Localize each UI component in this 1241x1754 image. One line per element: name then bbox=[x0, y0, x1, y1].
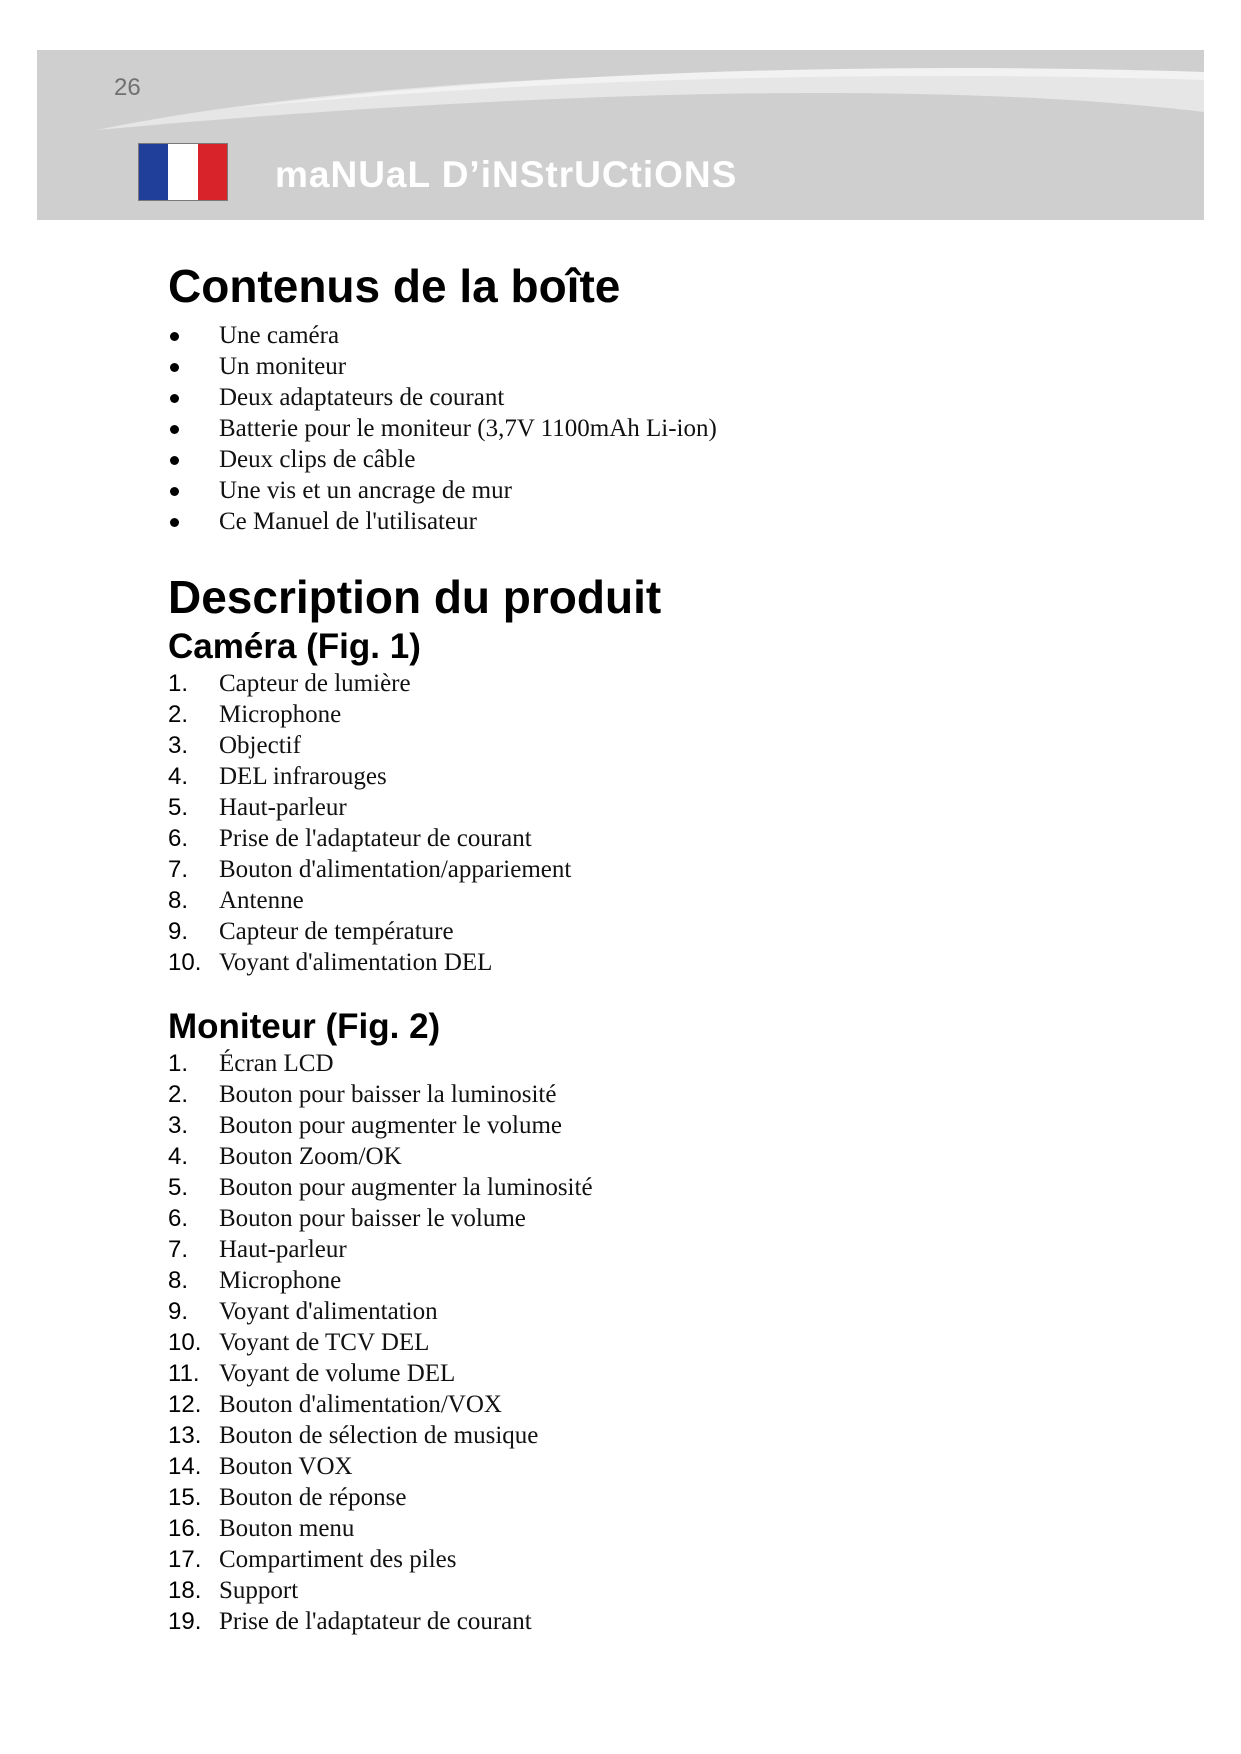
bullet-icon bbox=[170, 332, 179, 341]
bullet-icon bbox=[170, 394, 179, 403]
list-item: 5. Bouton pour augmenter la luminosité bbox=[168, 1174, 593, 1201]
list-item: 4. DEL infrarouges bbox=[168, 763, 387, 790]
list-item: 2. Bouton pour baisser la luminosité bbox=[168, 1081, 557, 1108]
list-item: 12. Bouton d'alimentation/VOX bbox=[168, 1391, 502, 1418]
manual-title: maNUaL D’iNStrUCtiONS bbox=[275, 154, 738, 195]
list-item: 5. Haut-parleur bbox=[168, 794, 347, 821]
list-item: 1. Écran LCD bbox=[168, 1050, 334, 1077]
bullet-icon bbox=[170, 487, 179, 496]
list-item: 10. Voyant de TCV DEL bbox=[168, 1329, 430, 1356]
list-item: 14. Bouton VOX bbox=[168, 1453, 353, 1480]
list-item: 2. Microphone bbox=[168, 701, 342, 728]
list-item: 7. Bouton d'alimentation/appariement bbox=[168, 856, 572, 883]
camera-heading: Caméra (Fig. 1) bbox=[168, 627, 421, 666]
monitor-heading: Moniteur (Fig. 2) bbox=[168, 1007, 441, 1046]
list-item: Batterie pour le moniteur (3,7V 1100mAh Li-ion) bbox=[168, 413, 1168, 444]
list-item: Une vis et un ancrage de mur bbox=[168, 475, 1168, 506]
list-item: 8. Antenne bbox=[168, 887, 304, 914]
list-item: 17. Compartiment des piles bbox=[168, 1546, 457, 1573]
list-item: Une caméra bbox=[168, 320, 1168, 351]
list-item: 11. Voyant de volume DEL bbox=[168, 1360, 456, 1387]
bullet-icon bbox=[170, 518, 179, 527]
bullet-icon bbox=[170, 363, 179, 372]
bullet-icon bbox=[170, 456, 179, 465]
list-item: 19. Prise de l'adaptateur de courant bbox=[168, 1608, 532, 1635]
french-flag-icon bbox=[138, 143, 228, 201]
bullet-icon bbox=[170, 425, 179, 434]
list-item: 3. Bouton pour augmenter le volume bbox=[168, 1112, 562, 1139]
box-contents-heading: Contenus de la boîte bbox=[168, 260, 621, 312]
list-item: Deux adaptateurs de courant bbox=[168, 382, 1168, 413]
list-item: 18. Support bbox=[168, 1577, 299, 1604]
camera-parts-list bbox=[168, 668, 1168, 978]
list-item: 3. Objectif bbox=[168, 732, 301, 759]
list-item: Un moniteur bbox=[168, 351, 1168, 382]
list-item: 6. Bouton pour baisser le volume bbox=[168, 1205, 526, 1232]
monitor-parts-list bbox=[168, 1048, 1168, 1637]
list-item: 9. Capteur de température bbox=[168, 918, 454, 945]
box-contents-list bbox=[168, 320, 1168, 537]
list-item: 15. Bouton de réponse bbox=[168, 1484, 407, 1511]
header-band bbox=[37, 50, 1204, 220]
product-description-heading: Description du produit bbox=[168, 570, 662, 623]
page-content bbox=[168, 258, 1168, 1637]
list-item: 10. Voyant d'alimentation DEL bbox=[168, 949, 493, 976]
page-number: 26 bbox=[114, 74, 141, 101]
list-item: 1. Capteur de lumière bbox=[168, 670, 411, 697]
list-item: 16. Bouton menu bbox=[168, 1515, 355, 1542]
list-item: 13. Bouton de sélection de musique bbox=[168, 1422, 539, 1449]
list-item: 6. Prise de l'adaptateur de courant bbox=[168, 825, 532, 852]
list-item: Deux clips de câble bbox=[168, 444, 1168, 475]
list-item: 7. Haut-parleur bbox=[168, 1236, 347, 1263]
list-item: Ce Manuel de l'utilisateur bbox=[168, 506, 1168, 537]
list-item: 8. Microphone bbox=[168, 1267, 342, 1294]
list-item: 9. Voyant d'alimentation bbox=[168, 1298, 438, 1325]
list-item: 4. Bouton Zoom/OK bbox=[168, 1143, 402, 1170]
